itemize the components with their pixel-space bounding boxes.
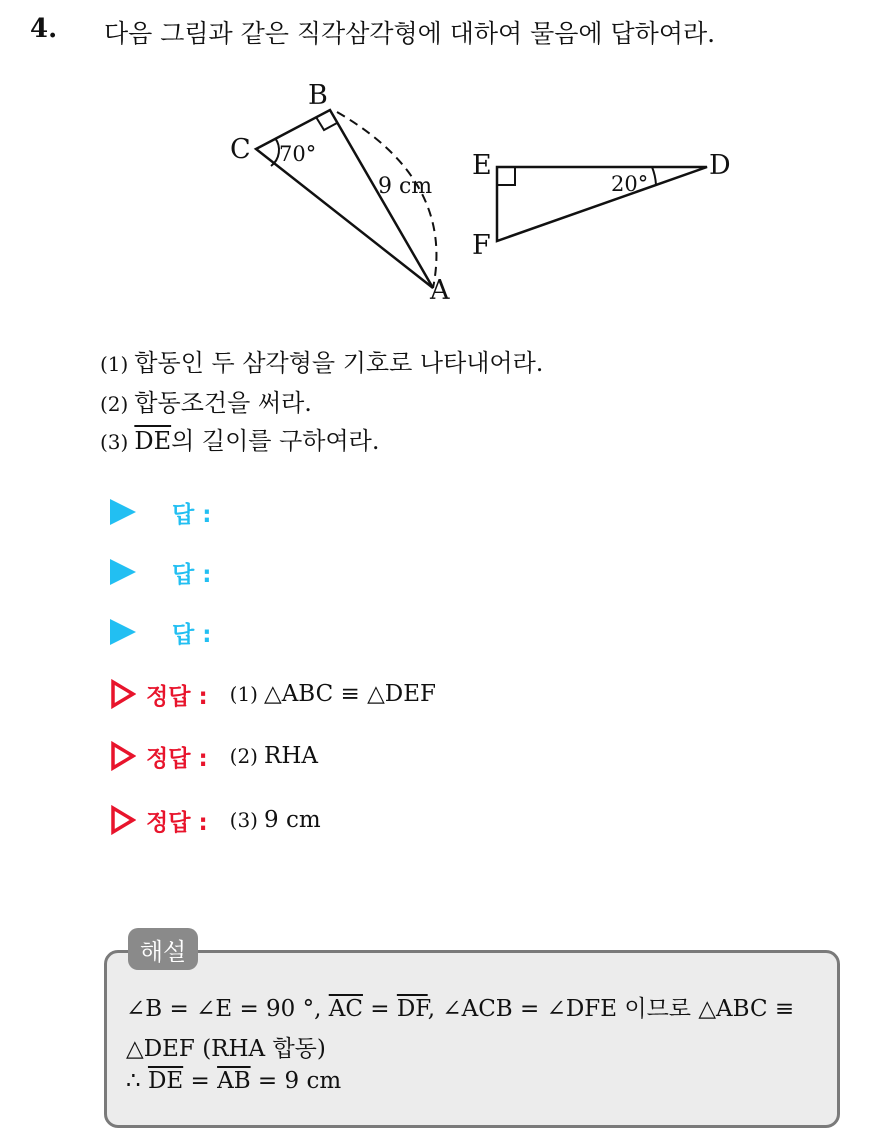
angle-c-value: 70° bbox=[279, 142, 317, 166]
play-triangle-icon bbox=[110, 559, 136, 585]
question-number: 4. bbox=[30, 14, 58, 44]
label-e: E bbox=[472, 150, 492, 181]
equals-sign: = bbox=[183, 1068, 218, 1094]
label-a: A bbox=[430, 275, 450, 306]
answer-label: 답 : bbox=[172, 501, 212, 528]
triangle-def bbox=[497, 167, 707, 241]
explanation-line-2: △DEF (RHA 합동) bbox=[126, 1036, 326, 1062]
explanation-text: , ∠ACB = ∠DFE 이므로 △ABC ≡ bbox=[427, 996, 795, 1022]
outline-triangle-icon bbox=[110, 741, 136, 771]
explanation-text: ∠B = ∠E = 90 °, bbox=[126, 996, 329, 1022]
correct-answer-number: (3) bbox=[229, 808, 258, 832]
equals-sign: = bbox=[362, 996, 397, 1022]
correct-answer-label: 정답 : bbox=[146, 683, 208, 710]
correct-answer-row-2 bbox=[110, 736, 318, 776]
explanation-line-1 bbox=[126, 990, 794, 1023]
correct-answer-value: RHA bbox=[264, 743, 318, 769]
explanation-text: ∴ bbox=[126, 1068, 148, 1094]
side-ab-length: 9 cm bbox=[378, 174, 433, 199]
correct-answer-label: 정답 : bbox=[146, 809, 208, 836]
angle-d-value: 20° bbox=[611, 172, 649, 196]
outline-triangle-icon bbox=[110, 805, 136, 835]
answer-label: 답 : bbox=[172, 621, 212, 648]
play-triangle-icon bbox=[110, 499, 136, 525]
subquestion-number: (2) bbox=[100, 392, 129, 416]
subquestion-number: (3) bbox=[100, 430, 129, 454]
label-d: D bbox=[709, 150, 731, 181]
explanation-text: = 9 cm bbox=[250, 1068, 342, 1094]
label-f: F bbox=[472, 230, 491, 261]
label-c: C bbox=[230, 134, 251, 165]
triangle-abc bbox=[256, 110, 433, 288]
answer-row-3[interactable] bbox=[110, 612, 211, 652]
right-angle-mark-e bbox=[497, 167, 515, 185]
segment-de: $\overline{DE}$ bbox=[134, 427, 172, 455]
subquestion-1 bbox=[100, 343, 543, 378]
explanation-tag: 해설 bbox=[128, 928, 198, 970]
question-text: 다음 그림과 같은 직각삼각형에 대하여 물음에 답하여라. bbox=[104, 19, 716, 48]
answer-row-1[interactable] bbox=[110, 492, 211, 532]
subquestion-3 bbox=[100, 421, 379, 456]
segment-ab: $\overline{AB}$ bbox=[217, 1068, 251, 1094]
dashed-arc-ab bbox=[337, 112, 436, 288]
correct-answer-label: 정답 : bbox=[146, 745, 208, 772]
correct-answer-value: 9 cm bbox=[264, 807, 321, 833]
triangle-figure bbox=[0, 70, 884, 310]
outline-triangle-icon bbox=[110, 679, 136, 709]
segment-ac: $\overline{AC}$ bbox=[328, 996, 363, 1022]
correct-answer-number: (2) bbox=[229, 744, 258, 768]
correct-answer-row-3 bbox=[110, 800, 321, 840]
subquestion-2 bbox=[100, 383, 312, 418]
subquestion-text: 의 길이를 구하여라. bbox=[171, 427, 380, 455]
segment-df: $\overline{DF}$ bbox=[396, 996, 428, 1022]
play-triangle-icon bbox=[110, 619, 136, 645]
subquestion-number: (1) bbox=[100, 352, 129, 376]
correct-answer-row-1 bbox=[110, 674, 436, 714]
subquestion-text: 합동조건을 써라. bbox=[134, 389, 312, 417]
angle-arc-d bbox=[652, 167, 656, 185]
label-b: B bbox=[308, 80, 328, 111]
subquestion-text: 합동인 두 삼각형을 기호로 나타내어라. bbox=[134, 349, 544, 377]
answer-label: 답 : bbox=[172, 561, 212, 588]
explanation-line-3 bbox=[126, 1068, 341, 1094]
segment-de: $\overline{DE}$ bbox=[147, 1068, 184, 1094]
answer-row-2[interactable] bbox=[110, 552, 211, 592]
correct-answer-value: △ABC ≡ △DEF bbox=[264, 681, 436, 707]
correct-answer-number: (1) bbox=[229, 682, 258, 706]
